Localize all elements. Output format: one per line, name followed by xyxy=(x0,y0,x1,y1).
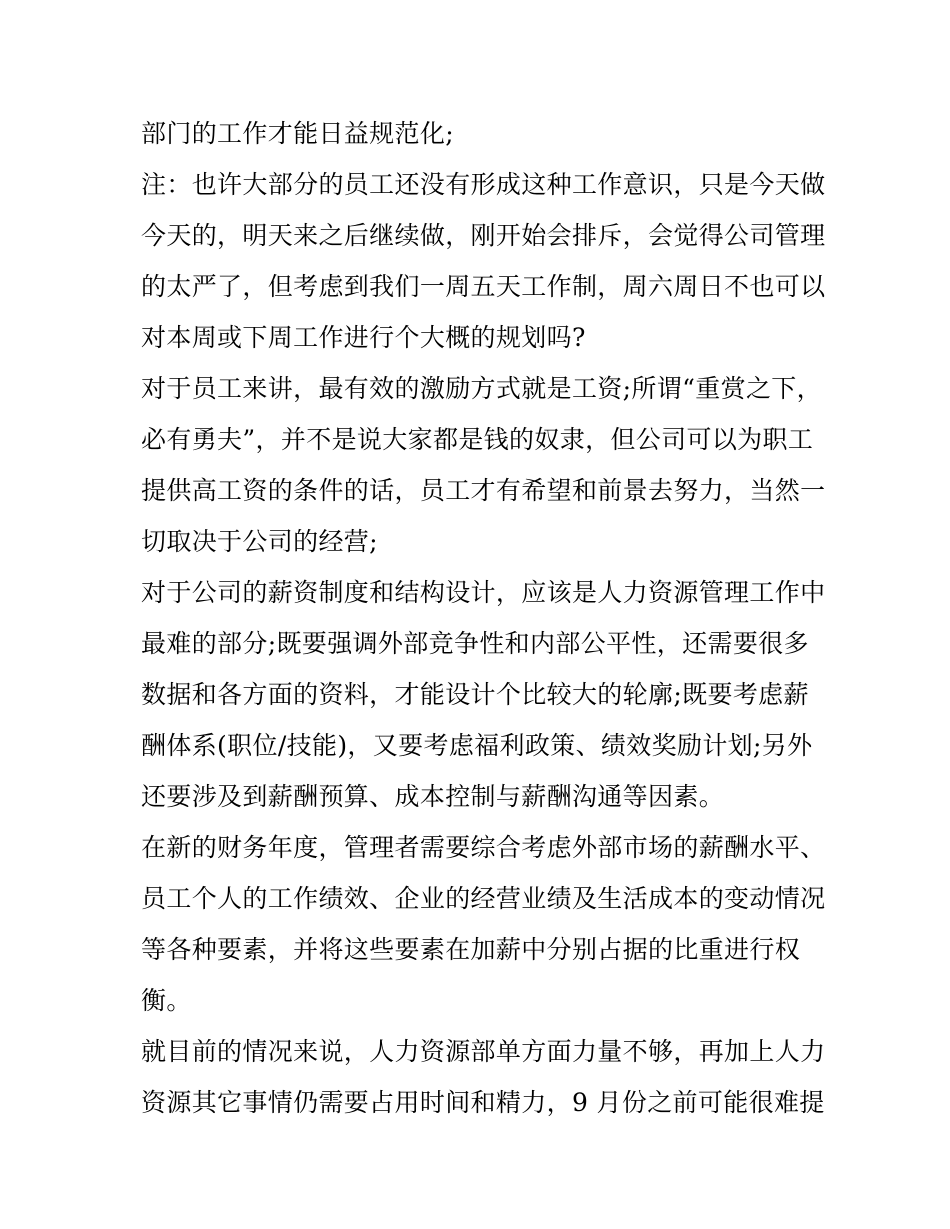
document-body xyxy=(141,108,826,1128)
text-line: 就目前的情况来说，人力资源部单方面力量不够，再加上人力 xyxy=(141,1037,826,1066)
text-line: 必有勇夫”，并不是说大家都是钱的奴隶，但公司可以为职工 xyxy=(141,425,814,454)
text-line: 的太严了，但考虑到我们一周五天工作制，周六周日不也可以 xyxy=(141,272,826,301)
text-line: 在新的财务年度，管理者需要综合考虑外部市场的薪酬水平、 xyxy=(141,833,826,862)
text-line: 员工个人的工作绩效、企业的经营业绩及生活成本的变动情况 xyxy=(141,884,826,913)
text-line: 对本周或下周工作进行个大概的规划吗? xyxy=(141,323,586,352)
text-line: 还要涉及到薪酬预算、成本控制与薪酬沟通等因素。 xyxy=(141,782,725,811)
text-line: 酬体系(职位/技能)，又要考虑福利政策、绩效奖励计划;另外 xyxy=(141,731,813,760)
text-line: 部门的工作才能日益规范化; xyxy=(141,119,454,148)
text-line: 等各种要素，并将这些要素在加薪中分别占据的比重进行权 xyxy=(141,935,801,964)
text-line: 最难的部分;既要强调外部竞争性和内部公平性，还需要很多 xyxy=(141,629,809,658)
text-line: 今天的，明天来之后继续做，刚开始会排斥，会觉得公司管理 xyxy=(141,221,826,250)
text-line: 注：也许大部分的员工还没有形成这种工作意识，只是今天做 xyxy=(141,170,826,199)
text-line: 资源其它事情仍需要占用时间和精力，9 月份之前可能很难提 xyxy=(141,1088,825,1117)
text-line: 对于公司的薪资制度和结构设计，应该是人力资源管理工作中 xyxy=(141,578,826,607)
text-line: 衡。 xyxy=(141,986,192,1015)
text-line: 对于员工来讲，最有效的激励方式就是工资;所谓“重赏之下， xyxy=(141,374,823,403)
text-line: 切取决于公司的经营; xyxy=(141,527,378,556)
text-line: 数据和各方面的资料，才能设计个比较大的轮廓;既要考虑薪 xyxy=(141,680,809,709)
text-line: 提供高工资的条件的话，员工才有希望和前景去努力，当然一 xyxy=(141,476,826,505)
